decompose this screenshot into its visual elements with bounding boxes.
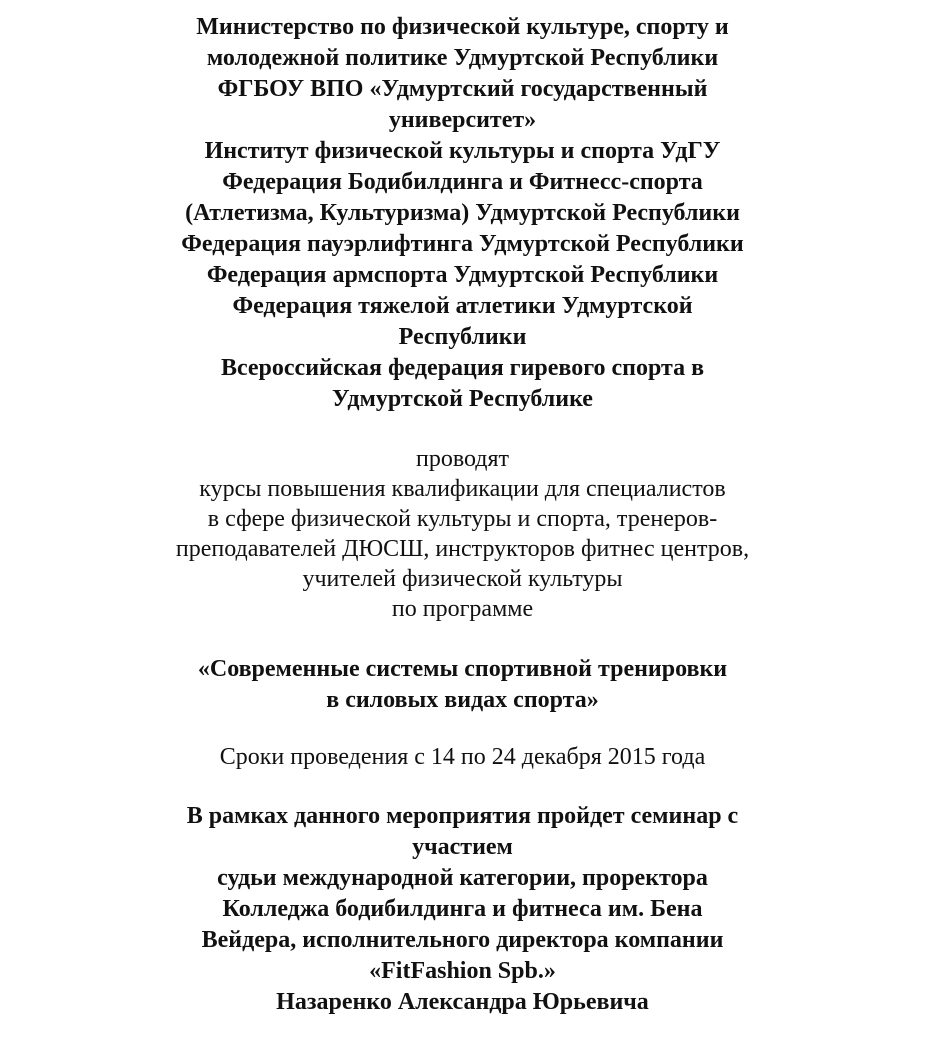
intro-line: проводят (415, 446, 510, 472)
organizer-line: Удмуртской Республике (332, 386, 593, 412)
intro-line: учителей физической культуры (302, 566, 623, 592)
seminar-line: «FitFashion Spb.» (369, 958, 556, 984)
seminar-line: Вейдера, исполнительного директора компании (201, 927, 724, 953)
organizer-line: Министерство по физической культуре, спорту и (196, 14, 729, 40)
intro-line: в сфере физической культуры и спорта, тренеров- (207, 506, 718, 532)
organizer-line: ФГБОУ ВПО «Удмуртский государственный (217, 76, 708, 102)
organizer-line: молодежной политике Удмуртской Республики (206, 45, 719, 71)
organizer-line: Федерация пауэрлифтинга Удмуртской Республики (181, 231, 744, 257)
intro-line: преподавателей ДЮСШ, инструкторов фитнес центров, (175, 536, 750, 562)
organizer-line: Федерация тяжелой атлетики Удмуртской (232, 293, 693, 319)
dates-line: Сроки проведения с 14 по 24 декабря 2015 года (219, 744, 706, 770)
organizer-line: Федерация Бодибилдинга и Фитнесс-спорта (222, 169, 703, 195)
organizer-line: университет» (388, 107, 537, 133)
program-title-line: в силовых видах спорта» (326, 687, 599, 713)
organizer-line: Институт физической культуры и спорта УдГУ (204, 138, 721, 164)
intro-line: курсы повышения квалификации для специалистов (199, 476, 726, 502)
seminar-line: судьи международной категории, проректора (217, 865, 708, 891)
seminar-line: Колледжа бодибилдинга и фитнеса им. Бена (222, 896, 703, 922)
intro-line: по программе (391, 596, 534, 622)
organizer-line: Федерация армспорта Удмуртской Республики (206, 262, 719, 288)
organizer-line: (Атлетизма, Культуризма) Удмуртской Республики (185, 200, 740, 226)
seminar-line: участием (412, 834, 513, 860)
seminar-line: Назаренко Александра Юрьевича (276, 989, 649, 1015)
organizer-line: Республики (398, 324, 527, 350)
program-title-line: «Современные системы спортивной тренировки (197, 656, 728, 682)
seminar-line: В рамках данного мероприятия пройдет семинар с (186, 803, 739, 829)
organizer-line: Всероссийская федерация гиревого спорта в (220, 355, 705, 381)
